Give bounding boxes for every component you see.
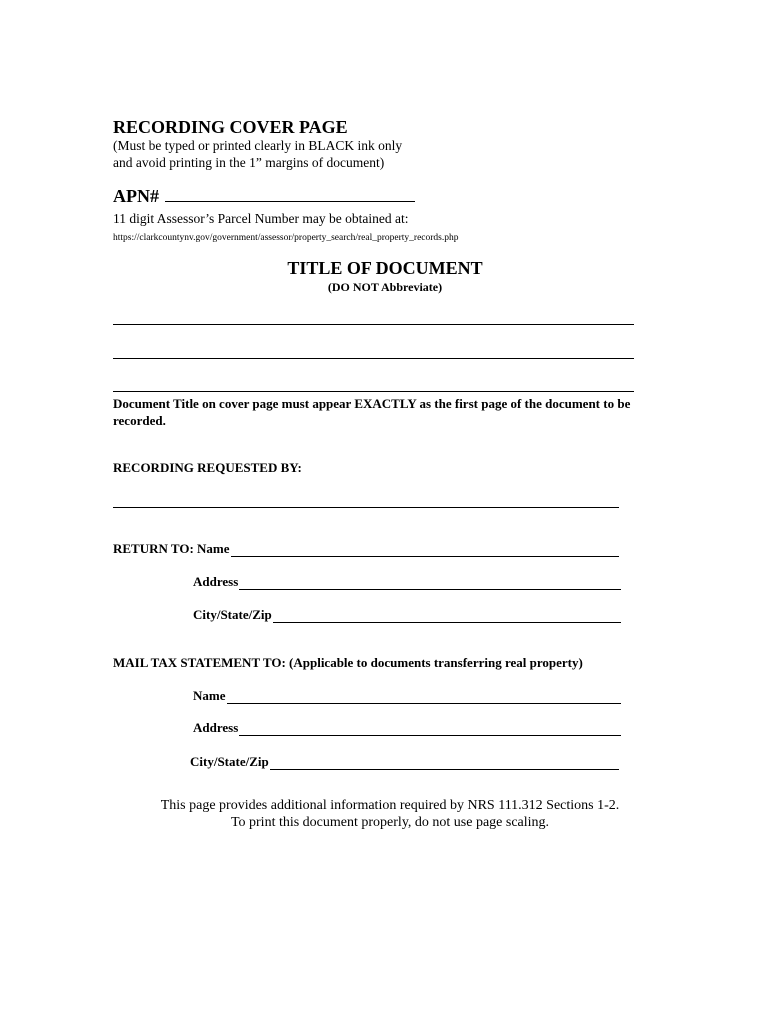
return-to-name-line	[231, 544, 619, 557]
apn-blank-line	[165, 187, 415, 202]
document-title-heading: TITLE OF DOCUMENT	[287, 258, 483, 278]
return-to-city-field[interactable]	[193, 607, 621, 623]
mail-tax-city-field[interactable]	[190, 754, 619, 770]
page-title: RECORDING COVER PAGE	[113, 117, 348, 137]
mail-tax-address-line	[239, 723, 621, 736]
return-to-city-label: City/State/Zip	[193, 607, 272, 622]
document-title-line-2[interactable]	[113, 358, 634, 359]
document-title-subheading: (DO NOT Abbreviate)	[327, 280, 443, 294]
footer-line-2: To print this document properly, do not use page scaling.	[230, 815, 550, 830]
document-title-note: Document Title on cover page must appear EXACTLY as the first page of the document to be recorded.	[113, 396, 631, 428]
mail-tax-address-label: Address	[193, 720, 239, 735]
return-to-address-label: Address	[193, 574, 239, 589]
return-to-address-line	[239, 577, 621, 590]
instruction-line-1: (Must be typed or printed clearly in BLACK ink only	[113, 138, 403, 153]
document-title-line-3[interactable]	[113, 391, 634, 392]
mail-tax-name-line	[227, 691, 622, 704]
apn-note: 11 digit Assessor’s Parcel Number may be obtained at:	[113, 211, 409, 226]
return-to-address-field[interactable]	[193, 574, 621, 590]
return-to-city-line	[273, 610, 621, 623]
document-title-line-1[interactable]	[113, 324, 634, 325]
recording-requested-label: RECORDING REQUESTED BY:	[113, 460, 302, 475]
apn-field[interactable]	[113, 186, 415, 207]
return-to-name-field[interactable]	[113, 541, 619, 557]
recording-requested-line[interactable]	[113, 507, 619, 508]
footer-line-1: This page provides additional information required by NRS 111.312 Sections 1-2.	[160, 798, 620, 813]
assessor-url: https://clarkcountynv.gov/government/assessor/property_search/real_property_records.php	[113, 233, 459, 243]
mail-tax-name-field[interactable]	[193, 688, 621, 704]
instruction-line-2: and avoid printing in the 1” margins of document)	[113, 155, 385, 170]
mail-tax-city-line	[270, 757, 619, 770]
mail-tax-name-label: Name	[193, 688, 226, 703]
mail-tax-address-field[interactable]	[193, 720, 621, 736]
apn-label: APN#	[113, 186, 159, 206]
return-to-name-label: RETURN TO: Name	[113, 541, 230, 556]
mail-tax-label: MAIL TAX STATEMENT TO: (Applicable to documents transferring real property)	[113, 655, 583, 670]
mail-tax-city-label: City/State/Zip	[190, 754, 269, 769]
